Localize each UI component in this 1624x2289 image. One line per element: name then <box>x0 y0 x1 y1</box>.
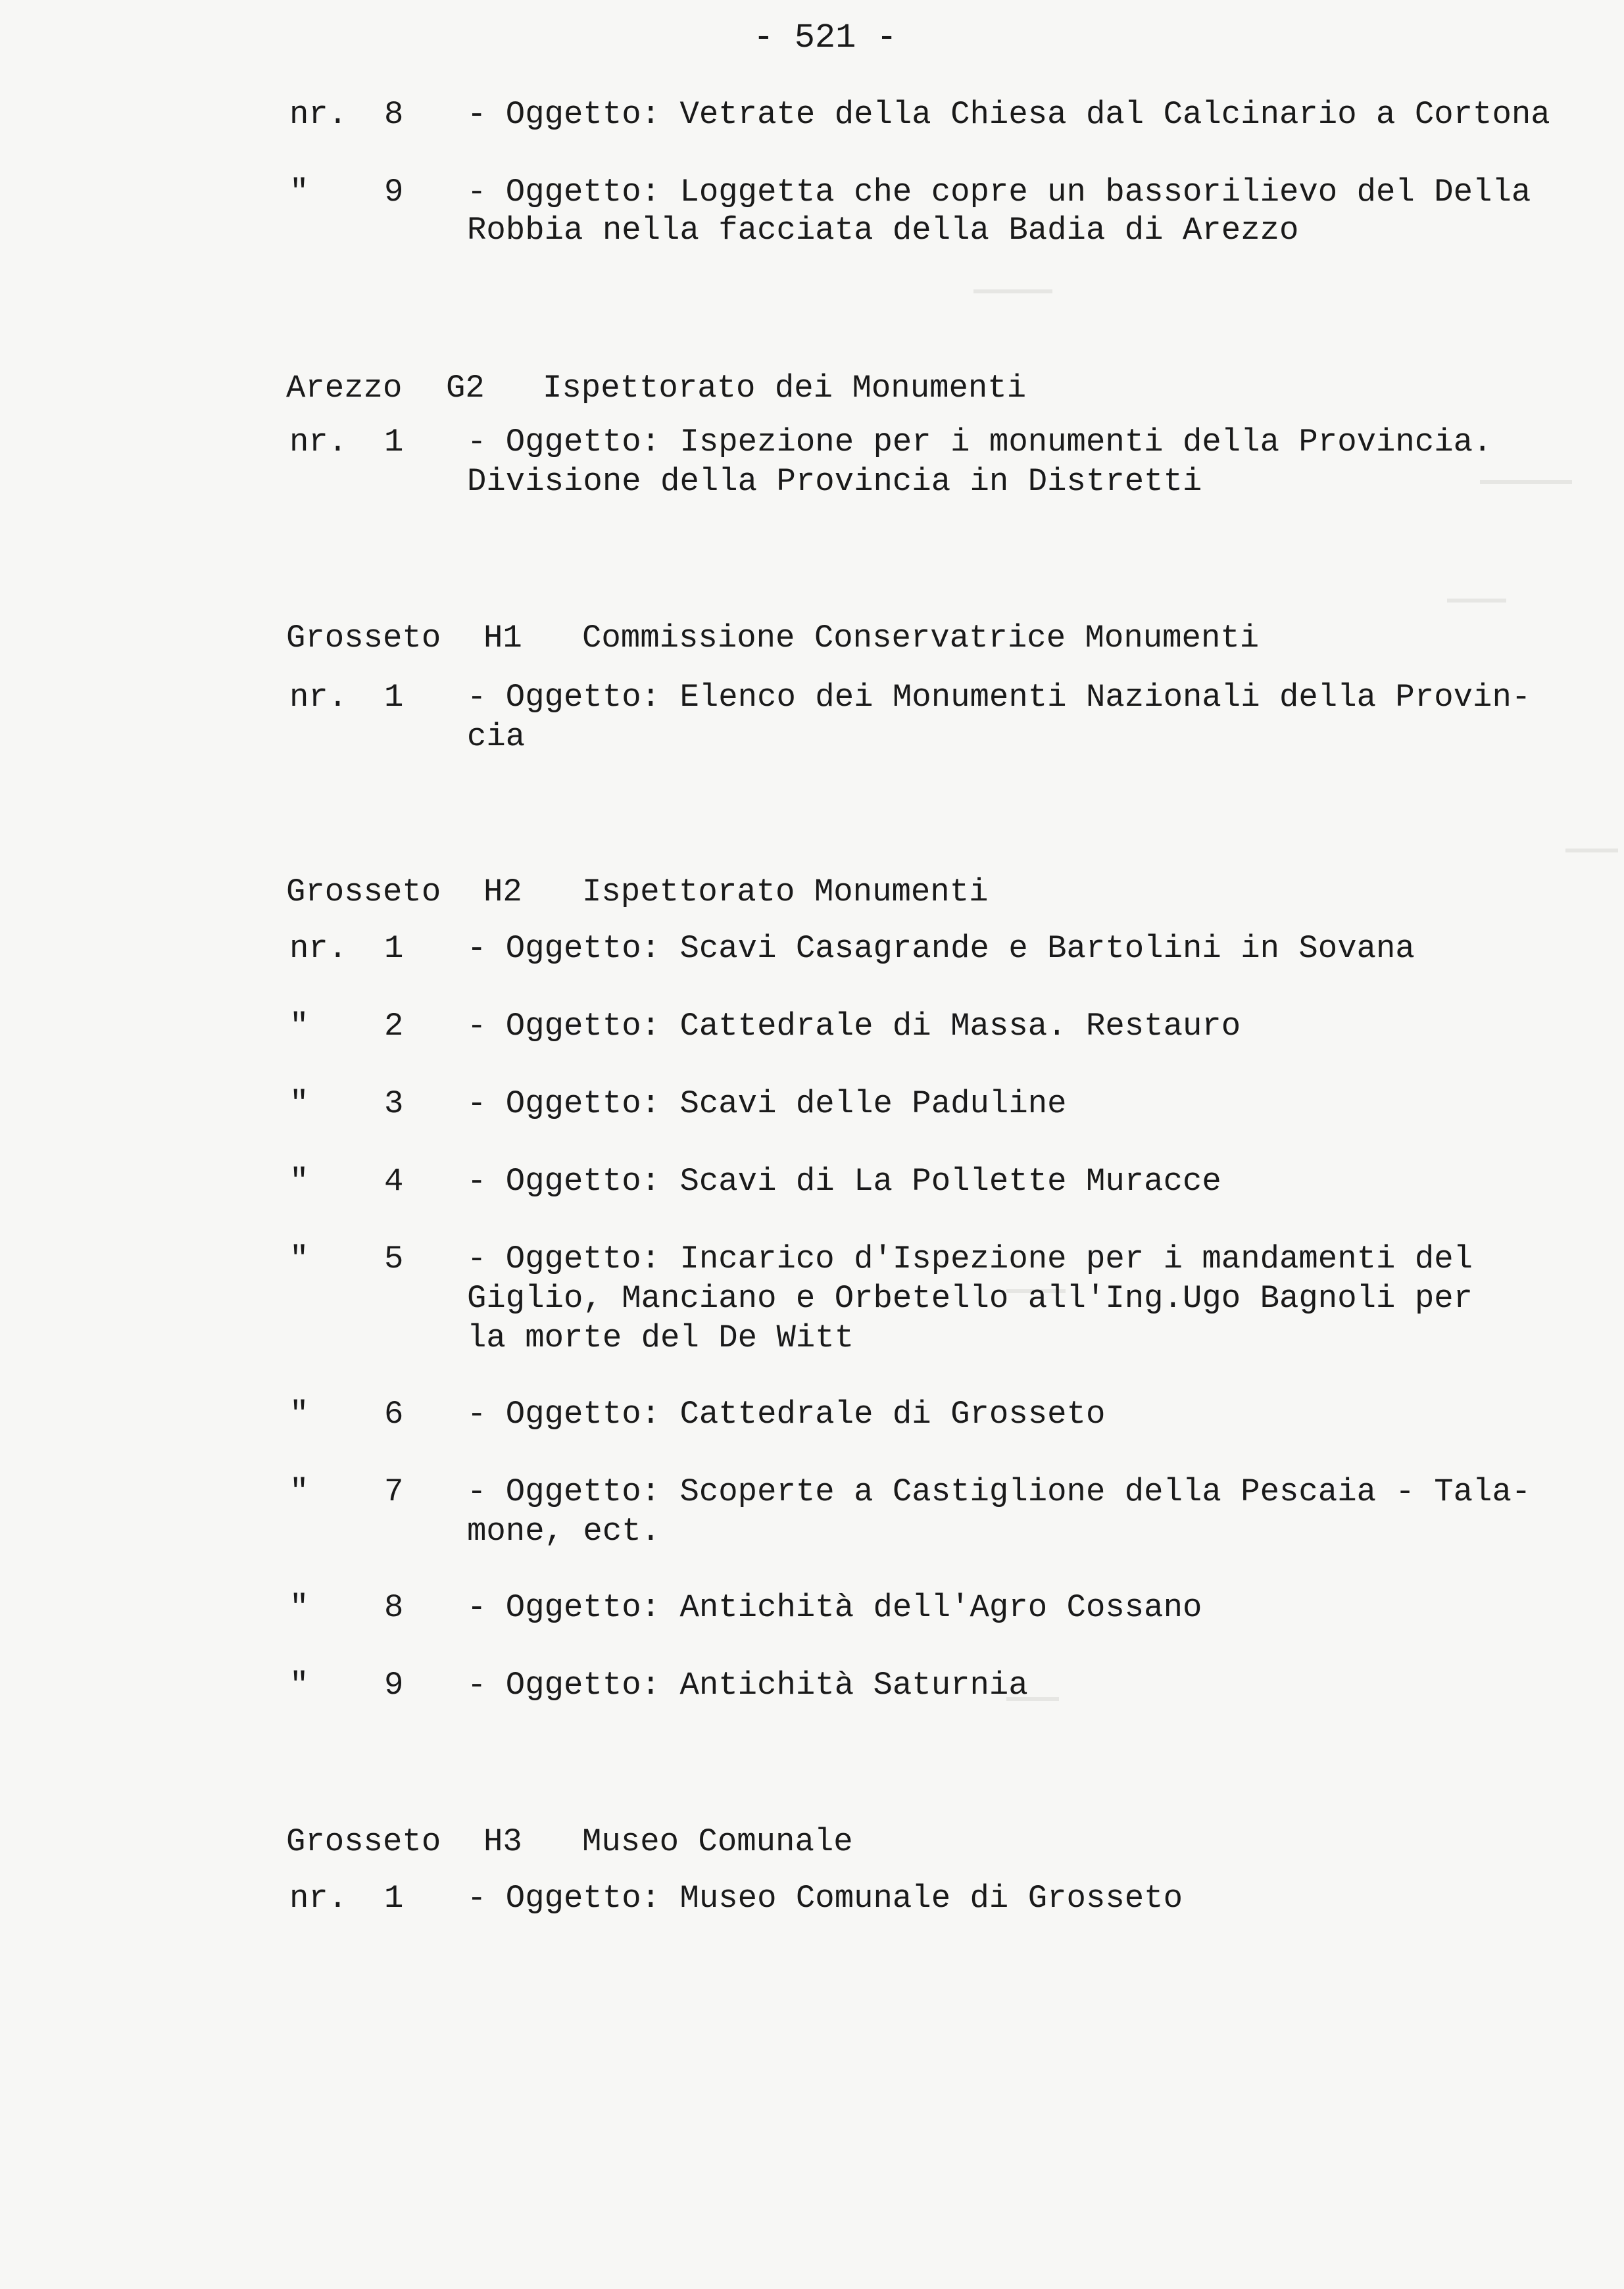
item-number: 8 <box>384 1589 404 1626</box>
item-number: 1 <box>384 1880 404 1917</box>
item-number: 3 <box>384 1085 404 1122</box>
item-number: 7 <box>384 1473 404 1510</box>
section-title: Ispettorato Monumenti <box>582 874 989 910</box>
section-title: Commissione Conservatrice Monumenti <box>582 620 1260 656</box>
item-prefix: nr. <box>289 930 348 967</box>
item-text: - Oggetto: Scavi di La Pollette Muracce <box>467 1163 1221 1200</box>
item-number: 2 <box>384 1008 404 1045</box>
section-city: Grosseto <box>286 1823 441 1860</box>
section-code: H1 <box>483 620 522 656</box>
item-number: 4 <box>384 1163 404 1200</box>
item-prefix: nr. <box>289 1880 348 1917</box>
section-title: Ispettorato dei Monumenti <box>543 370 1027 406</box>
section-code: H2 <box>483 874 522 910</box>
item-number: 1 <box>384 679 404 716</box>
item-text: - Oggetto: Cattedrale di Grosseto <box>467 1396 1106 1433</box>
item-prefix: " <box>289 1241 309 1277</box>
item-number: 5 <box>384 1241 404 1277</box>
item-prefix: " <box>289 1008 309 1045</box>
section-title: Museo Comunale <box>582 1823 853 1860</box>
item-text: cia <box>467 718 526 755</box>
section-city: Grosseto <box>286 620 441 656</box>
item-text: mone, ect. <box>467 1513 661 1550</box>
item-prefix: " <box>289 1163 309 1200</box>
item-text: la morte del De Witt <box>467 1319 854 1356</box>
bleed-mark <box>1565 849 1618 852</box>
section-code: G2 <box>446 370 485 406</box>
item-prefix: " <box>289 1589 309 1626</box>
item-text: - Oggetto: Incarico d'Ispezione per i mandamenti del <box>467 1241 1473 1277</box>
item-prefix: " <box>289 174 309 210</box>
item-prefix: " <box>289 1473 309 1510</box>
section-code: H3 <box>483 1823 522 1860</box>
item-text: - Oggetto: Museo Comunale di Grosseto <box>467 1880 1183 1917</box>
item-text: - Oggetto: Antichità dell'Agro Cossano <box>467 1589 1202 1626</box>
item-text: - Oggetto: Vetrate della Chiesa dal Calcinario a Cortona <box>467 96 1550 133</box>
section-city: Grosseto <box>286 874 441 910</box>
bleed-mark <box>1447 599 1506 603</box>
item-text: - Oggetto: Loggetta che copre un bassorilievo del Della <box>467 174 1531 210</box>
item-prefix: " <box>289 1396 309 1433</box>
bleed-mark <box>973 289 1052 293</box>
page-number: - 521 - <box>753 18 897 57</box>
item-prefix: " <box>289 1085 309 1122</box>
item-text: - Oggetto: Scavi delle Paduline <box>467 1085 1067 1122</box>
bleed-mark <box>1480 480 1572 484</box>
item-text: - Oggetto: Scavi Casagrande e Bartolini in Sovana <box>467 930 1415 967</box>
item-number: 6 <box>384 1396 404 1433</box>
item-text: Divisione della Provincia in Distretti <box>467 463 1202 500</box>
item-prefix: " <box>289 1667 309 1704</box>
item-number: 9 <box>384 1667 404 1704</box>
item-number: 8 <box>384 96 404 133</box>
item-number: 1 <box>384 424 404 460</box>
item-text: - Oggetto: Elenco dei Monumenti Nazionali della Provin- <box>467 679 1531 716</box>
item-text: - Oggetto: Cattedrale di Massa. Restauro <box>467 1008 1241 1045</box>
item-text: - Oggetto: Scoperte a Castiglione della Pescaia - Tala- <box>467 1473 1531 1510</box>
item-prefix: nr. <box>289 679 348 716</box>
item-text: Robbia nella facciata della Badia di Arezzo <box>467 212 1299 249</box>
item-number: 9 <box>384 174 404 210</box>
item-number: 1 <box>384 930 404 967</box>
item-text: - Oggetto: Antichità Saturnia <box>467 1667 1028 1704</box>
section-city: Arezzo <box>286 370 403 406</box>
item-text: - Oggetto: Ispezione per i monumenti della Provincia. <box>467 424 1492 460</box>
item-prefix: nr. <box>289 424 348 460</box>
item-prefix: nr. <box>289 96 348 133</box>
item-text: Giglio, Manciano e Orbetello all'Ing.Ugo Bagnoli per <box>467 1280 1473 1317</box>
